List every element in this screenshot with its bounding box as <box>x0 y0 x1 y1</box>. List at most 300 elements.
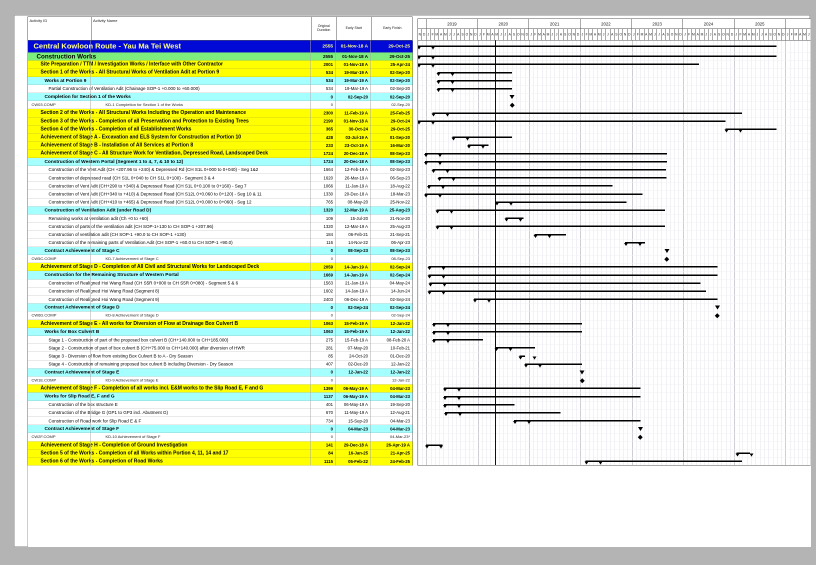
milestone-diamond <box>715 313 720 318</box>
table-row <box>28 150 413 158</box>
early-start: 12-Jan-22 <box>348 369 368 375</box>
month-gridline <box>730 41 731 466</box>
month-cell: O <box>618 29 622 41</box>
month-cell: F <box>533 29 537 41</box>
table-row <box>28 125 413 133</box>
original-duration: 233 <box>325 142 333 148</box>
early-start: 19-Mar-19 A <box>344 69 368 75</box>
data-date-line <box>495 41 496 466</box>
early-start: 06-Dec-19 A <box>344 296 368 302</box>
early-start: 12-Mar-19 A <box>344 223 368 229</box>
year-gridline <box>427 41 428 466</box>
activity-name: Remaining works at ventilation adit (Ch +0 to +60) <box>48 215 149 221</box>
activity-name: Achievement of Stage E - All works for Diversion of Flow at Drainage Box Culvert B <box>40 320 239 327</box>
month-gridline <box>550 41 551 466</box>
early-start: 23-Oct-19 A <box>344 142 368 148</box>
original-duration: 0 <box>330 313 333 318</box>
early-finish: 02-Sep-24 <box>389 264 410 270</box>
early-start: 15-Feb-19 A <box>344 329 368 335</box>
gantt-bar <box>444 388 640 390</box>
row-gridline <box>418 441 811 442</box>
early-start: 30-Oct-24 <box>348 126 368 132</box>
original-duration: 0 <box>330 426 333 432</box>
gantt-bar <box>505 218 523 220</box>
activity-name: Construction of the box structure E <box>48 402 118 408</box>
row-gridline <box>418 109 811 110</box>
month-gridline <box>486 41 487 466</box>
early-finish: 02-Sep-24 <box>391 313 410 318</box>
month-gridline <box>482 41 483 466</box>
original-duration: 1664 <box>323 167 333 173</box>
early-start: 15-Sep-20 <box>348 418 368 424</box>
original-duration: 407 <box>325 361 333 367</box>
early-finish: 02-Sep-20 <box>390 86 410 92</box>
original-duration: 2059 <box>323 264 333 270</box>
activity-name: Contract Achievement of Stage E <box>44 369 120 375</box>
early-start: 06-May-19 A <box>343 393 368 399</box>
original-duration: 2403 <box>323 296 333 302</box>
early-start: 14-Jan-19 A <box>344 272 368 278</box>
table-row <box>28 198 413 206</box>
gantt-bar <box>468 145 488 147</box>
month-gridline <box>670 41 671 466</box>
table-row <box>28 247 413 255</box>
original-duration: 1669 <box>323 272 333 278</box>
row-gridline <box>418 393 811 394</box>
gantt-bar <box>437 88 512 90</box>
month-cell: M <box>648 29 652 41</box>
early-finish: 12-Jan-22 <box>391 378 410 383</box>
month-cell: J <box>734 29 738 41</box>
activity-name: KD-1 Completion for Section 1 of the Works <box>105 102 184 108</box>
month-gridline <box>653 41 654 466</box>
milestone-triangle <box>715 306 720 310</box>
early-finish: 25-Aug-23 <box>390 223 410 229</box>
early-start: 01-Nov-18 A <box>340 43 368 49</box>
original-duration: 0 <box>330 369 333 375</box>
early-start: 21-Jan-19 A <box>345 280 368 286</box>
month-gridline <box>781 41 782 466</box>
original-duration: 1620 <box>323 175 333 181</box>
early-finish: 21-Apr-25 <box>390 450 410 456</box>
table-row <box>28 304 413 312</box>
early-finish: 02-Sep-23 <box>390 167 410 173</box>
month-gridline <box>525 41 526 466</box>
table-row <box>28 174 413 182</box>
early-start: 02-Dec-20 <box>348 361 368 367</box>
early-start: 12-Feb-19 A <box>344 167 368 173</box>
month-gridline <box>422 41 423 466</box>
milestone-triangle <box>580 370 585 374</box>
month-gridline <box>563 41 564 466</box>
row-gridline <box>418 182 811 183</box>
col-header-early-start: Early Start <box>336 17 371 40</box>
row-gridline <box>418 93 811 94</box>
row-gridline <box>418 352 811 353</box>
table-row <box>28 166 413 174</box>
gantt-bar <box>444 396 640 398</box>
month-gridline <box>803 41 804 466</box>
row-gridline <box>418 190 811 191</box>
table-row <box>28 279 413 287</box>
early-finish: 04-Mar-23* <box>389 434 410 440</box>
early-finish: 18-Mar-23 <box>390 191 410 197</box>
original-duration: 0 <box>330 102 333 108</box>
month-cell: J <box>580 29 584 41</box>
month-cell: M <box>434 29 438 41</box>
year-gridline <box>581 41 582 466</box>
table-row <box>28 344 413 352</box>
early-finish: 02-Sep-24 <box>389 304 410 310</box>
table-row <box>28 69 413 77</box>
early-finish: 12-Jan-22 <box>390 361 410 367</box>
table-row <box>28 449 413 457</box>
original-duration: 109 <box>325 215 333 221</box>
row-gridline <box>418 304 811 305</box>
month-gridline <box>499 41 500 466</box>
month-cell: A <box>593 29 597 41</box>
month-cell: A <box>559 29 563 41</box>
gantt-bar <box>444 404 515 406</box>
gantt-bar <box>425 193 643 195</box>
table-row <box>28 239 413 247</box>
month-cell: M <box>537 29 541 41</box>
month-gridline <box>516 41 517 466</box>
original-duration: 365 <box>325 126 333 132</box>
activity-name: Construction of Western Portal (Segment 1 to 4, 7, & 10 to 12) <box>44 158 184 165</box>
activity-name: Construction of ventilation adit (CH SOP-1 +90.0 to CH SOP-1 +130) <box>48 231 186 237</box>
month-gridline <box>739 41 740 466</box>
table-row <box>28 61 413 69</box>
activity-name: Contract Achievement of Stage F <box>44 426 120 432</box>
month-gridline <box>503 41 504 466</box>
activity-name: Construction of Vent Adit (CH+290 to +340) & Depressed Road (CH S1L 0+0.100 to 0+160) - Seg 7 <box>48 183 247 189</box>
month-cell: J <box>601 29 605 41</box>
gantt-bar <box>433 323 582 325</box>
gantt-bar <box>452 137 512 139</box>
activity-name: KD-7 Achievement of Stage C <box>105 256 159 262</box>
year-gridline <box>529 41 530 466</box>
original-duration: 116 <box>326 240 333 246</box>
month-cell: O <box>772 29 776 41</box>
column-separator <box>413 41 414 466</box>
month-cell: J <box>447 29 451 41</box>
early-finish: 04-Mar-23 <box>390 385 410 391</box>
original-duration: 428 <box>325 134 333 140</box>
early-finish: 01-Dec-20 <box>390 353 410 359</box>
early-finish: 14-Jun-24 <box>390 288 410 294</box>
activity-name: Partial Construction of Ventilation Adit (Chainage SOP-1 +0.000 to +60.000) <box>48 86 200 92</box>
early-finish: 19-Sep-20 <box>390 402 410 408</box>
early-start: 26-Mar-19 A <box>344 175 368 181</box>
row-gridline <box>418 312 811 313</box>
row-gridline <box>418 433 811 434</box>
row-gridline <box>418 101 811 102</box>
gantt-bar <box>428 274 717 276</box>
activity-name: Works for Slip Road E, F and G <box>44 393 115 400</box>
month-cell: J <box>426 29 430 41</box>
month-cell: D <box>730 29 734 41</box>
col-header-activity-id: Activity ID <box>29 18 48 23</box>
original-duration: 281 <box>325 345 333 351</box>
gantt-bar <box>425 153 667 155</box>
row-gridline <box>418 174 811 175</box>
early-finish: 25-Apr-24 <box>390 61 410 67</box>
month-cell: J <box>499 29 503 41</box>
row-gridline <box>418 53 811 54</box>
gantt-bar <box>425 161 667 163</box>
original-duration: 0 <box>330 434 333 440</box>
early-finish: 10-Feb-21 <box>390 345 410 351</box>
month-cell: F <box>636 29 640 41</box>
early-finish: 04-Mar-23 <box>390 426 410 432</box>
activity-name: Construction for the Remaining Structure of Western Portal <box>44 272 179 278</box>
month-cell: M <box>494 29 498 41</box>
activity-name: Stage 1 - Construction of part of the proposed box culvert B (CH+140.000 to CH+185.000) <box>48 337 229 343</box>
gantt-bar <box>437 72 512 74</box>
early-finish: 29-Oct-25 <box>388 43 410 49</box>
original-duration: 1063 <box>323 329 333 335</box>
month-gridline <box>756 41 757 466</box>
table-row <box>28 287 413 295</box>
year-gridline <box>786 41 787 466</box>
early-start <box>336 312 371 320</box>
month-gridline <box>456 41 457 466</box>
gantt-bar <box>437 80 512 82</box>
month-gridline <box>722 41 723 466</box>
row-gridline <box>418 320 811 321</box>
table-row <box>28 231 413 239</box>
table-row <box>28 458 413 466</box>
month-cell: A <box>798 29 802 41</box>
gantt-bar <box>428 266 717 268</box>
month-cell: J <box>759 29 763 41</box>
activity-id: CW2F.COMP <box>31 434 56 440</box>
month-gridline <box>606 41 607 466</box>
early-start: 15-Feb-19 A <box>344 321 368 327</box>
year-cell-2020: 2020 <box>477 19 528 30</box>
month-gridline <box>807 41 808 466</box>
activity-name: Construction of Vent Adit (CH+410 to +465) & Depressed Road (CH S12L 0+0.000 to 0+060) - Seg 12 <box>48 199 252 205</box>
row-gridline <box>418 296 811 297</box>
month-cell: D <box>422 29 426 41</box>
table-row <box>28 401 413 409</box>
column-separator <box>371 41 372 466</box>
table-row <box>28 360 413 368</box>
year-gridline <box>478 41 479 466</box>
original-duration: 141 <box>325 442 333 448</box>
activity-name: Stage 2 - Construction of part of box culvert B (CH+75.000 to CH+140.000) after diversion of HWR <box>48 345 245 351</box>
row-gridline <box>418 271 811 272</box>
month-cell: A <box>507 29 511 41</box>
month-gridline <box>704 41 705 466</box>
row-gridline <box>418 206 811 207</box>
row-gridline <box>418 61 811 62</box>
early-start: 06-Feb-21 <box>348 231 368 237</box>
table-row <box>28 368 413 376</box>
early-finish: 02-Sep-20 <box>389 94 410 100</box>
month-cell: S <box>460 29 464 41</box>
month-cell: S <box>614 29 618 41</box>
year-cell-2023: 2023 <box>631 19 682 30</box>
year-gridline <box>734 41 735 466</box>
month-cell: O <box>567 29 571 41</box>
month-cell: O <box>670 29 674 41</box>
early-finish: 25-Feb-25 <box>390 110 410 116</box>
column-separator <box>28 41 29 466</box>
gantt-bar <box>514 420 640 422</box>
month-cell: A <box>747 29 751 41</box>
month-cell: J <box>605 29 609 41</box>
early-finish: 18-Aug-22 <box>390 183 410 189</box>
early-start: 01-Nov-18 A <box>343 61 368 67</box>
month-gridline <box>687 41 688 466</box>
early-finish: 02-Sep-20 <box>389 78 410 84</box>
original-duration: 1066 <box>323 183 333 189</box>
table-row <box>28 320 413 328</box>
gantt-bar <box>433 331 582 333</box>
month-cell: M <box>546 29 550 41</box>
month-gridline <box>473 41 474 466</box>
milestone-diamond <box>638 435 643 440</box>
original-duration: 85 <box>328 353 333 359</box>
table-row <box>28 93 413 101</box>
month-cell: J <box>529 29 533 41</box>
month-gridline <box>576 41 577 466</box>
month-gridline <box>542 41 543 466</box>
month-cell: A <box>490 29 494 41</box>
month-gridline <box>769 41 770 466</box>
gantt-bar <box>432 112 742 114</box>
table-row <box>28 417 413 425</box>
gantt-bar <box>520 355 525 357</box>
month-cell: N <box>418 29 422 41</box>
early-start: 29-Dec-18 A <box>343 442 368 448</box>
milestone-triangle <box>664 249 669 253</box>
row-gridline <box>418 158 811 159</box>
month-cell: F <box>584 29 588 41</box>
row-gridline <box>418 215 811 216</box>
original-duration: 0 <box>330 248 333 254</box>
month-cell: J <box>704 29 708 41</box>
early-start: 16-Jan-25 <box>348 450 368 456</box>
month-cell: N <box>469 29 473 41</box>
month-cell: M <box>443 29 447 41</box>
month-gridline <box>439 41 440 466</box>
month-cell: F <box>738 29 742 41</box>
month-cell: D <box>576 29 580 41</box>
early-start: 20-Dec-18 A <box>343 150 368 156</box>
month-cell: M <box>588 29 592 41</box>
activity-name: Stage 3 - Diversion of flow from existing Box Culvert B to A - Dry Season <box>48 353 193 359</box>
activity-name: Section 3 of the Works - Completion of all Preservation and Protection to Existing Trees <box>40 118 249 124</box>
col-header-early-finish: Early Finish <box>371 17 413 40</box>
early-finish: 02-Sep-20 <box>391 102 410 108</box>
table-row <box>28 215 413 223</box>
milestone-diamond <box>664 257 669 262</box>
month-gridline <box>709 41 710 466</box>
month-gridline <box>627 41 628 466</box>
early-finish: 06-Sep-23 <box>390 175 410 181</box>
activity-name: Completion for Section 1 of the Works <box>44 94 131 100</box>
month-cell: M <box>802 29 806 41</box>
month-gridline <box>623 41 624 466</box>
original-duration: 1320 <box>323 223 333 229</box>
year-cell-2022: 2022 <box>580 19 631 30</box>
month-gridline <box>448 41 449 466</box>
activity-name: KD-10 Achievement of Stage F <box>105 434 161 440</box>
gantt-bar <box>426 444 443 446</box>
original-duration: 534 <box>325 86 333 92</box>
row-gridline <box>418 368 811 369</box>
month-gridline <box>713 41 714 466</box>
column-separator <box>311 41 312 466</box>
month-cell: O <box>464 29 468 41</box>
month-cell: D <box>524 29 528 41</box>
early-start: 04-Mar-23 <box>348 426 368 432</box>
early-start: 19-Mar-19 A <box>344 86 368 92</box>
month-gridline <box>615 41 616 466</box>
milestone-triangle <box>638 427 643 431</box>
month-gridline <box>465 41 466 466</box>
month-gridline <box>593 41 594 466</box>
early-start: 14-Jan-19 A <box>344 264 368 270</box>
original-duration: 0 <box>330 94 333 100</box>
activity-name: Achievement of Stage B - Installation of All Services at Portion 8 <box>40 142 194 149</box>
activity-name: Construction of parts of the ventilation adit (CH SOP-1+130 to CH SOP-1 +207.96) <box>48 223 214 229</box>
gantt-bar <box>445 412 561 414</box>
original-duration: 1137 <box>323 393 333 399</box>
early-start: 15-Jul-20 <box>350 215 368 221</box>
activity-name: KD-9 Achievement of Stage E <box>105 378 159 383</box>
schedule-page <box>14 15 810 547</box>
month-gridline <box>585 41 586 466</box>
month-cell: J <box>550 29 554 41</box>
table-row <box>28 352 413 360</box>
gantt-bar <box>438 177 666 179</box>
gantt-bar <box>418 120 725 122</box>
table-row <box>28 190 413 198</box>
table-row <box>28 328 413 336</box>
early-finish: 29-Oct-25 <box>389 53 410 59</box>
early-finish: 26-Apr-19 A <box>386 442 410 448</box>
month-cell: N <box>520 29 524 41</box>
gantt-bar <box>418 64 699 66</box>
gantt-bar <box>496 201 627 203</box>
month-cell: J <box>451 29 455 41</box>
row-gridline <box>418 125 811 126</box>
activity-name: Construction of Realigned Hoi Wang Road (CH S5R 0+000 to CH S5R 0+080) - Segment 5 & 6 <box>48 280 239 286</box>
table-row <box>28 101 413 109</box>
early-start <box>336 433 371 441</box>
month-gridline <box>538 41 539 466</box>
early-finish: 06-Apr-23 <box>391 240 410 246</box>
activity-name: Achievement of Stage F - Completion of all works incl. E&M works to the Slip Road E, F and G <box>40 385 264 392</box>
table-row <box>28 77 413 85</box>
month-gridline <box>743 41 744 466</box>
gantt-bar <box>534 234 566 236</box>
milestone-diamond <box>510 103 515 108</box>
row-gridline <box>418 239 811 240</box>
month-gridline <box>691 41 692 466</box>
table-row <box>28 134 413 142</box>
row-gridline <box>418 231 811 232</box>
activity-name: KD-8 Achievement of Stage D <box>105 313 159 318</box>
row-gridline <box>418 142 811 143</box>
month-gridline <box>572 41 573 466</box>
table-row <box>28 206 413 214</box>
month-cell: J <box>554 29 558 41</box>
